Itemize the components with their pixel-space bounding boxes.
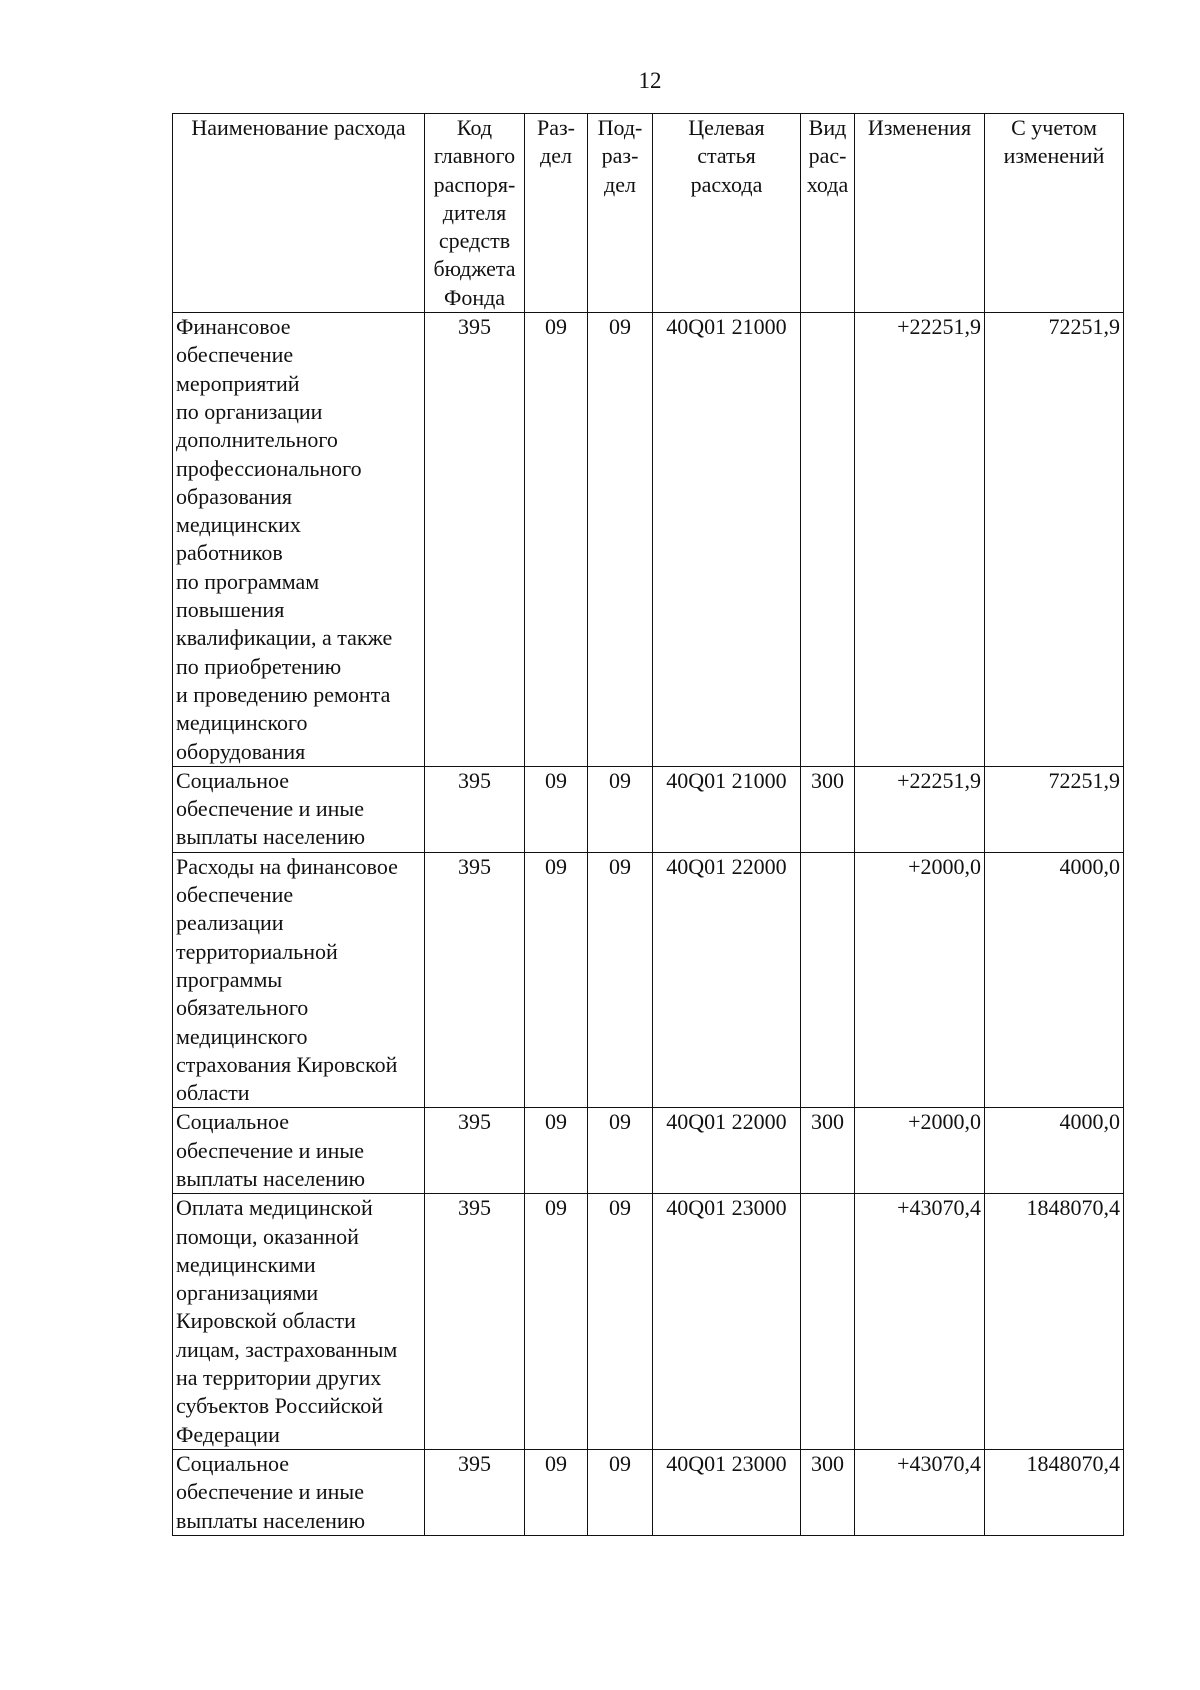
text-line: статья — [697, 143, 756, 169]
text-line: по приобретению — [176, 653, 342, 679]
text-line: и проведению ремонта — [176, 681, 391, 707]
table-row — [173, 1449, 1124, 1535]
cell-admin-code: 395 — [425, 852, 525, 1108]
cell-changes: +22251,9 — [855, 766, 985, 852]
text-line: Социальное — [176, 767, 289, 793]
cell-name — [173, 1108, 425, 1194]
cell-subsection: 09 — [588, 852, 653, 1108]
text-line: выплаты населению — [176, 1507, 366, 1533]
cell-kind: 300 — [801, 766, 855, 852]
text-line: Фонда — [443, 284, 506, 310]
cell-changes: +2000,0 — [855, 852, 985, 1108]
text-line: Целевая — [688, 115, 765, 140]
cell-name — [173, 766, 425, 852]
text-line: раз- — [601, 143, 639, 169]
text-line: квалификации, а также — [176, 625, 393, 651]
cell-kind — [801, 852, 855, 1108]
cell-subsection: 09 — [588, 313, 653, 767]
text-line: субъектов Российской — [176, 1393, 384, 1419]
text-line: территориальной — [176, 938, 338, 964]
text-line: оборудования — [176, 738, 306, 764]
table-body — [173, 313, 1124, 1536]
header-target — [653, 114, 801, 313]
text-line: Код — [456, 115, 493, 140]
text-line: Социальное — [176, 1450, 289, 1476]
text-line: Федерации — [176, 1421, 280, 1447]
text-line: работников — [176, 540, 283, 566]
header-total — [985, 114, 1124, 313]
text-line: Кировской области — [176, 1308, 356, 1334]
cell-target: 40Q01 23000 — [653, 1449, 801, 1535]
text-line: повышения — [176, 597, 285, 623]
cell-section: 09 — [525, 1194, 588, 1450]
cell-total: 72251,9 — [985, 766, 1124, 852]
cell-kind: 300 — [801, 1449, 855, 1535]
text-line: рас- — [808, 143, 847, 169]
text-line: медицинских — [176, 512, 301, 538]
cell-admin-code: 395 — [425, 1449, 525, 1535]
text-line: обеспечение — [176, 342, 294, 368]
cell-changes: +43070,4 — [855, 1194, 985, 1450]
text-line: обеспечение и иные — [176, 1137, 364, 1163]
cell-name — [173, 852, 425, 1108]
text-line: обеспечение — [176, 882, 294, 908]
cell-name — [173, 1194, 425, 1450]
text-line: медицинского — [176, 1023, 308, 1049]
text-line: Вид — [808, 115, 847, 140]
cell-target: 40Q01 21000 — [653, 766, 801, 852]
text-line: Наименование расхода — [191, 115, 406, 140]
cell-section: 09 — [525, 852, 588, 1108]
text-line: области — [176, 1080, 250, 1106]
text-line: обеспечение и иные — [176, 796, 364, 822]
table-row — [173, 1108, 1124, 1194]
text-line: медицинского — [176, 710, 308, 736]
cell-kind — [801, 1194, 855, 1450]
text-line: образования — [176, 483, 293, 509]
header-changes — [855, 114, 985, 313]
text-line: Раз- — [536, 115, 576, 140]
cell-admin-code: 395 — [425, 1108, 525, 1194]
cell-target: 40Q01 22000 — [653, 852, 801, 1108]
text-line: по организации — [176, 398, 323, 424]
text-line: программы — [176, 966, 283, 992]
text-line: расхода — [690, 171, 763, 197]
text-line: выплаты населению — [176, 1165, 366, 1191]
table-header-row — [173, 114, 1124, 313]
text-line: мероприятий — [176, 370, 300, 396]
text-line: главного — [433, 143, 516, 169]
cell-target: 40Q01 23000 — [653, 1194, 801, 1450]
text-line: обеспечение и иные — [176, 1479, 364, 1505]
cell-subsection: 09 — [588, 766, 653, 852]
text-line: медицинскими — [176, 1251, 316, 1277]
text-line: бюджета — [433, 256, 516, 282]
cell-name — [173, 313, 425, 767]
table-row — [173, 852, 1124, 1108]
cell-total: 72251,9 — [985, 313, 1124, 767]
text-line: Социальное — [176, 1109, 289, 1135]
cell-total: 4000,0 — [985, 1108, 1124, 1194]
table-row — [173, 313, 1124, 767]
table-row — [173, 766, 1124, 852]
cell-section: 09 — [525, 1108, 588, 1194]
text-line: дел — [604, 171, 636, 197]
text-line: Финансовое — [176, 314, 291, 340]
text-line: распоря- — [433, 171, 516, 197]
cell-subsection: 09 — [588, 1108, 653, 1194]
text-line: организациями — [176, 1280, 319, 1306]
text-line: дел — [540, 143, 572, 169]
text-line: изменений — [1003, 143, 1105, 169]
cell-changes: +43070,4 — [855, 1449, 985, 1535]
cell-total: 1848070,4 — [985, 1449, 1124, 1535]
cell-section: 09 — [525, 313, 588, 767]
text-line: С учетом — [1011, 115, 1097, 140]
cell-total: 1848070,4 — [985, 1194, 1124, 1450]
cell-target: 40Q01 21000 — [653, 313, 801, 767]
text-line: помощи, оказанной — [176, 1223, 359, 1249]
text-line: лицам, застрахованным — [176, 1336, 398, 1362]
text-line: выплаты населению — [176, 824, 366, 850]
cell-section: 09 — [525, 1449, 588, 1535]
text-line: Изменения — [867, 115, 972, 140]
header-subsection — [588, 114, 653, 313]
text-line: обязательного — [176, 995, 309, 1021]
cell-name — [173, 1449, 425, 1535]
budget-expenditure-table — [172, 113, 1124, 1536]
cell-admin-code: 395 — [425, 313, 525, 767]
page-number: 12 — [638, 68, 662, 93]
cell-kind — [801, 313, 855, 767]
header-kind — [801, 114, 855, 313]
cell-total: 4000,0 — [985, 852, 1124, 1108]
text-line: хода — [806, 171, 849, 197]
cell-admin-code: 395 — [425, 1194, 525, 1450]
header-section — [525, 114, 588, 313]
cell-kind: 300 — [801, 1108, 855, 1194]
text-line: профессионального — [176, 455, 362, 481]
text-line: дополнительного — [176, 427, 338, 453]
header-admin-code — [425, 114, 525, 313]
header-name — [173, 114, 425, 313]
text-line: средств — [438, 228, 511, 254]
cell-subsection: 09 — [588, 1194, 653, 1450]
text-line: на территории других — [176, 1365, 382, 1391]
text-line: реализации — [176, 910, 284, 936]
text-line: по программам — [176, 568, 320, 594]
text-line: Расходы на финансовое — [176, 853, 398, 879]
cell-target: 40Q01 22000 — [653, 1108, 801, 1194]
cell-changes: +22251,9 — [855, 313, 985, 767]
cell-admin-code: 395 — [425, 766, 525, 852]
cell-changes: +2000,0 — [855, 1108, 985, 1194]
text-line: Под- — [597, 115, 643, 140]
table-row — [173, 1194, 1124, 1450]
cell-subsection: 09 — [588, 1449, 653, 1535]
text-line: Оплата медицинской — [176, 1195, 373, 1221]
text-line: страхования Кировской — [176, 1051, 398, 1077]
cell-section: 09 — [525, 766, 588, 852]
text-line: дителя — [442, 199, 507, 225]
